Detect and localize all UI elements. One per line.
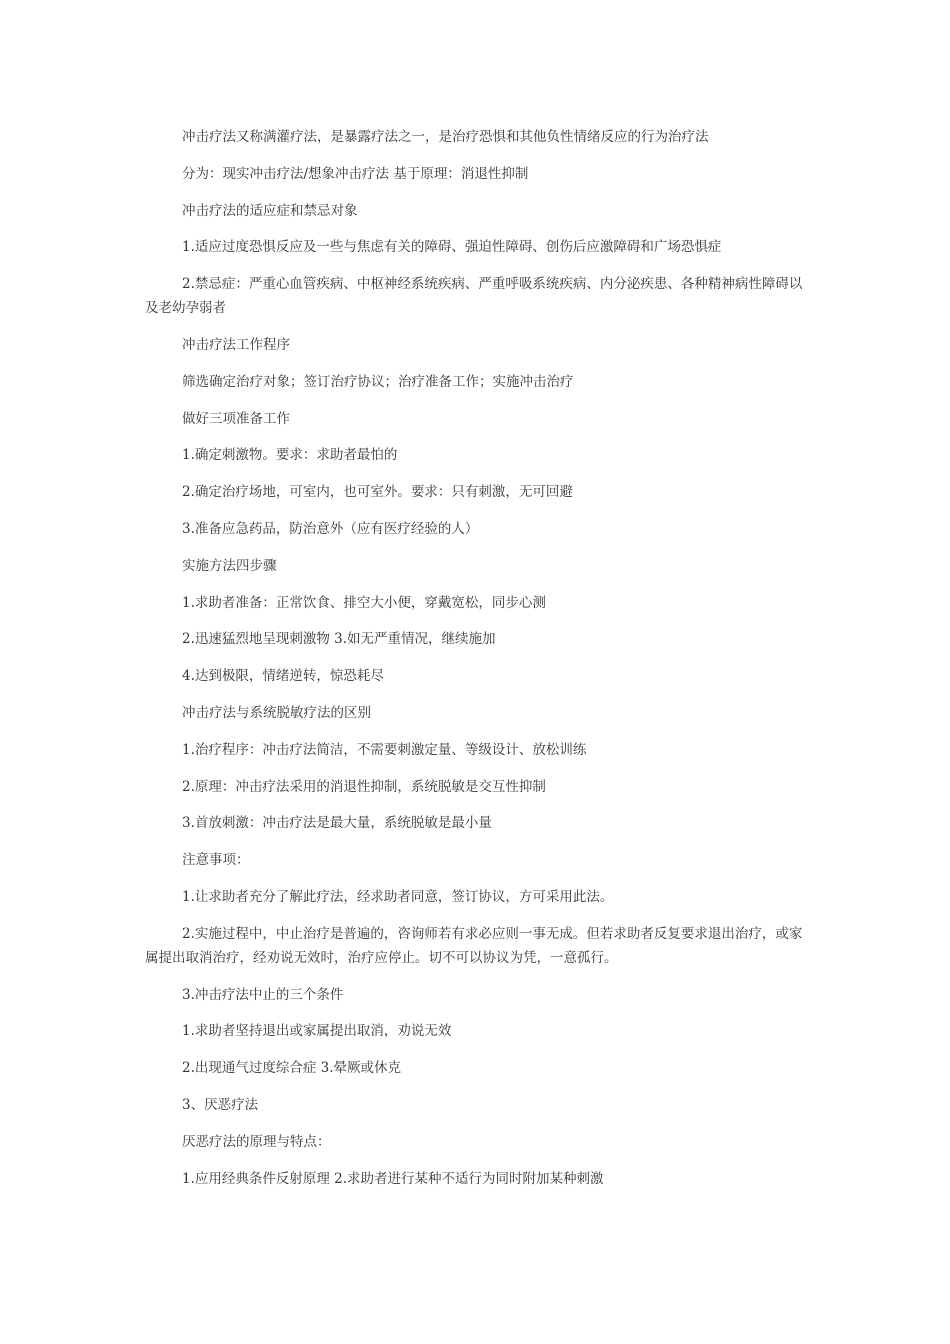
paragraph-stop-2-3: 2.出现通气过度综合症 3.晕厥或休克 [182, 1060, 402, 1077]
paragraph-aversion-1-2: 1.应用经典条件反射原理 2.求助者进行某种不适行为同时附加某种刺激 [182, 1170, 604, 1187]
heading-aversion-principles: 厌恶疗法的原理与特点： [182, 1133, 331, 1150]
heading-aversion-therapy: 3、厌恶疗法 [182, 1096, 259, 1113]
heading-preparation: 做好三项准备工作 [182, 410, 290, 427]
paragraph-contraindications: 2.禁忌症：严重心血管疾病、中枢神经系统疾病、严重呼吸系统疾病、内分泌疾患、各种精神病性障碍以及老幼孕弱者 [145, 276, 803, 317]
paragraph-indications: 1.适应过度恐惧反应及一些与焦虑有关的障碍、强迫性障碍、创伤后应激障碍和广场恐惧症 [182, 239, 722, 256]
heading-procedure: 冲击疗法工作程序 [182, 336, 290, 353]
paragraph-note-1: 1.让求助者充分了解此疗法，经求助者同意，签订协议，方可采用此法。 [182, 888, 614, 905]
document-body [145, 125, 810, 1203]
paragraph-step-4: 4.达到极限，情绪逆转，惊恐耗尽 [182, 668, 384, 685]
paragraph-prep-2: 2.确定治疗场地，可室内，也可室外。要求：只有刺激，无可回避 [182, 484, 573, 501]
heading-four-steps: 实施方法四步骤 [182, 557, 277, 574]
heading-indications: 冲击疗法的适应症和禁忌对象 [182, 202, 358, 219]
paragraph-note-2: 2.实施过程中，中止治疗是普遍的，咨询师若有求必应则一事无成。但若求助者反复要求退出治疗，或家属提出取消治疗，经劝说无效时，治疗应停止。切不可以协议为凭，一意孤行。 [145, 925, 803, 966]
paragraph-diff-2: 2.原理：冲击疗法采用的消退性抑制，系统脱敏是交互性抑制 [182, 778, 546, 795]
paragraph-diff-1: 1.治疗程序：冲击疗法简洁，不需要刺激定量、等级设计、放松训练 [182, 741, 587, 758]
paragraph-intro: 冲击疗法又称满灌疗法，是暴露疗法之一，是治疗恐惧和其他负性情绪反应的行为治疗法 [182, 129, 709, 145]
paragraph-types: 分为：现实冲击疗法/想象冲击疗法 基于原理：消退性抑制 [182, 165, 529, 182]
paragraph-note-3: 3.冲击疗法中止的三个条件 [182, 986, 344, 1003]
paragraph-step-1: 1.求助者准备：正常饮食、排空大小便，穿戴宽松，同步心测 [182, 594, 546, 611]
paragraph-diff-3: 3.首放刺激：冲击疗法是最大量，系统脱敏是最小量 [182, 815, 492, 832]
paragraph-prep-1: 1.确定刺激物。要求：求助者最怕的 [182, 447, 398, 464]
heading-difference: 冲击疗法与系统脱敏疗法的区别 [182, 704, 371, 721]
paragraph-step-2-3: 2.迅速猛烈地呈现刺激物 3.如无严重情况，继续施加 [182, 631, 496, 648]
paragraph-procedure: 筛选确定治疗对象；签订治疗协议；治疗准备工作；实施冲击治疗 [182, 373, 574, 390]
paragraph-prep-3: 3.准备应急药品，防治意外（应有医疗经验的人） [182, 520, 479, 537]
heading-notes: 注意事项： [182, 852, 250, 869]
paragraph-stop-1: 1.求助者坚持退出或家属提出取消，劝说无效 [182, 1023, 452, 1040]
